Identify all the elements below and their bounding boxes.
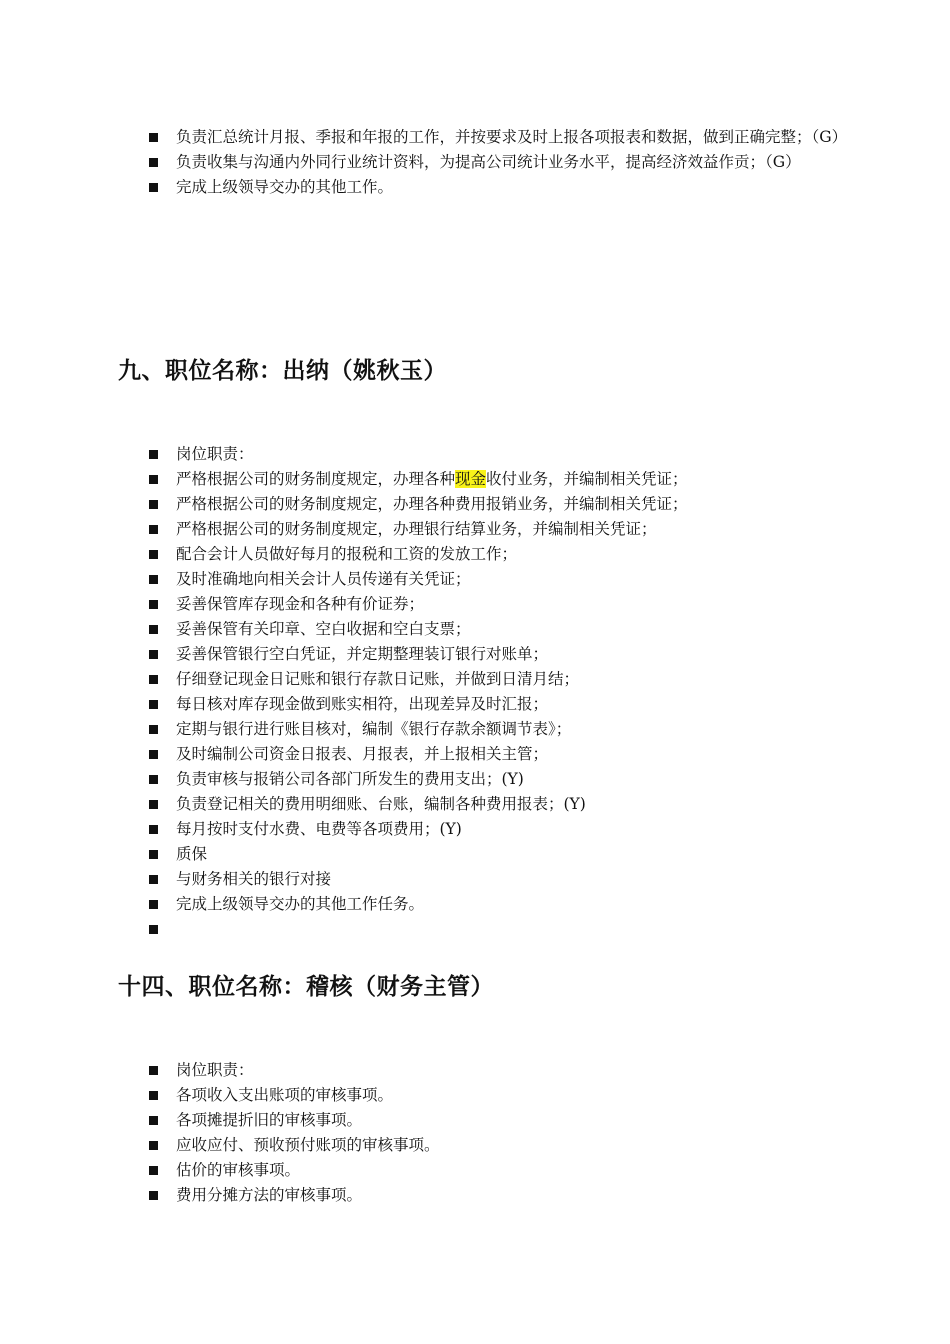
list-item: 每日核对库存现金做到账实相符，出现差异及时汇报； bbox=[148, 692, 848, 717]
list-item: 完成上级领导交办的其他工作。 bbox=[148, 175, 848, 200]
section-heading-cashier: 九、职位名称：出纳（姚秋玉） bbox=[118, 357, 447, 384]
square-bullet-icon bbox=[149, 825, 158, 834]
list-item: 配合会计人员做好每月的报税和工资的发放工作； bbox=[148, 542, 848, 567]
square-bullet-icon bbox=[149, 575, 158, 584]
list-item: 严格根据公司的财务制度规定，办理各种费用报销业务，并编制相关凭证； bbox=[148, 492, 848, 517]
square-bullet-icon bbox=[149, 1116, 158, 1125]
square-bullet-icon bbox=[149, 183, 158, 192]
square-bullet-icon bbox=[149, 600, 158, 609]
list-item: 应收应付、预收预付账项的审核事项。 bbox=[148, 1133, 848, 1158]
list-item: 与财务相关的银行对接 bbox=[148, 867, 848, 892]
square-bullet-icon bbox=[149, 1066, 158, 1075]
list-item: 各项摊提折旧的审核事项。 bbox=[148, 1108, 848, 1133]
list-item: 岗位职责： bbox=[148, 1058, 848, 1083]
square-bullet-icon bbox=[149, 1091, 158, 1100]
list-item: 妥善保管有关印章、空白收据和空白支票； bbox=[148, 617, 848, 642]
square-bullet-icon bbox=[149, 550, 158, 559]
list-item: 各项收入支出账项的审核事项。 bbox=[148, 1083, 848, 1108]
cashier-duties-list bbox=[148, 442, 848, 917]
square-bullet-icon bbox=[149, 700, 158, 709]
square-bullet-icon bbox=[149, 725, 158, 734]
list-item: 负责登记相关的费用明细账、台账，编制各种费用报表；(Y) bbox=[148, 792, 848, 817]
square-bullet-icon bbox=[149, 1166, 158, 1175]
square-bullet-icon bbox=[149, 775, 158, 784]
list-item: 负责收集与沟通内外同行业统计资料，为提高公司统计业务水平，提高经济效益作贡；（G） bbox=[148, 150, 848, 175]
list-item: 完成上级领导交办的其他工作任务。 bbox=[148, 892, 848, 917]
list-item: 估价的审核事项。 bbox=[148, 1158, 848, 1183]
square-bullet-icon bbox=[149, 1191, 158, 1200]
square-bullet-icon bbox=[149, 525, 158, 534]
list-item: 仔细登记现金日记账和银行存款日记账，并做到日清月结； bbox=[148, 667, 848, 692]
square-bullet-icon bbox=[149, 650, 158, 659]
section-heading-auditor: 十四、职位名称：稽核（财务主管） bbox=[118, 973, 494, 1000]
list-item: 每月按时支付水费、电费等各项费用；(Y) bbox=[148, 817, 848, 842]
square-bullet-icon bbox=[149, 925, 158, 934]
square-bullet-icon bbox=[149, 850, 158, 859]
list-item: 定期与银行进行账目核对，编制《银行存款余额调节表》； bbox=[148, 717, 848, 742]
square-bullet-icon bbox=[149, 750, 158, 759]
square-bullet-icon bbox=[149, 900, 158, 909]
square-bullet-icon bbox=[149, 800, 158, 809]
list-item: 严格根据公司的财务制度规定，办理各种现金收付业务，并编制相关凭证； bbox=[148, 467, 848, 492]
square-bullet-icon bbox=[149, 158, 158, 167]
list-item: 及时准确地向相关会计人员传递有关凭证； bbox=[148, 567, 848, 592]
list-item: 妥善保管库存现金和各种有价证券； bbox=[148, 592, 848, 617]
square-bullet-icon bbox=[149, 875, 158, 884]
auditor-duties-list bbox=[148, 1058, 848, 1208]
list-item: 妥善保管银行空白凭证，并定期整理装订银行对账单； bbox=[148, 642, 848, 667]
list-item: 负责审核与报销公司各部门所发生的费用支出；(Y) bbox=[148, 767, 848, 792]
list-item: 质保 bbox=[148, 842, 848, 867]
square-bullet-icon bbox=[149, 625, 158, 634]
top-bullet-list bbox=[148, 125, 848, 200]
list-item: 费用分摊方法的审核事项。 bbox=[148, 1183, 848, 1208]
highlighted-text: 现金 bbox=[455, 470, 487, 488]
list-item: 负责汇总统计月报、季报和年报的工作，并按要求及时上报各项报表和数据，做到正确完整；（G） bbox=[148, 125, 848, 150]
square-bullet-icon bbox=[149, 133, 158, 142]
list-item: 岗位职责： bbox=[148, 442, 848, 467]
square-bullet-icon bbox=[149, 450, 158, 459]
square-bullet-icon bbox=[149, 500, 158, 509]
list-item: 及时编制公司资金日报表、月报表，并上报相关主管； bbox=[148, 742, 848, 767]
list-item: 严格根据公司的财务制度规定，办理银行结算业务，并编制相关凭证； bbox=[148, 517, 848, 542]
square-bullet-icon bbox=[149, 475, 158, 484]
square-bullet-icon bbox=[149, 675, 158, 684]
square-bullet-icon bbox=[149, 1141, 158, 1150]
